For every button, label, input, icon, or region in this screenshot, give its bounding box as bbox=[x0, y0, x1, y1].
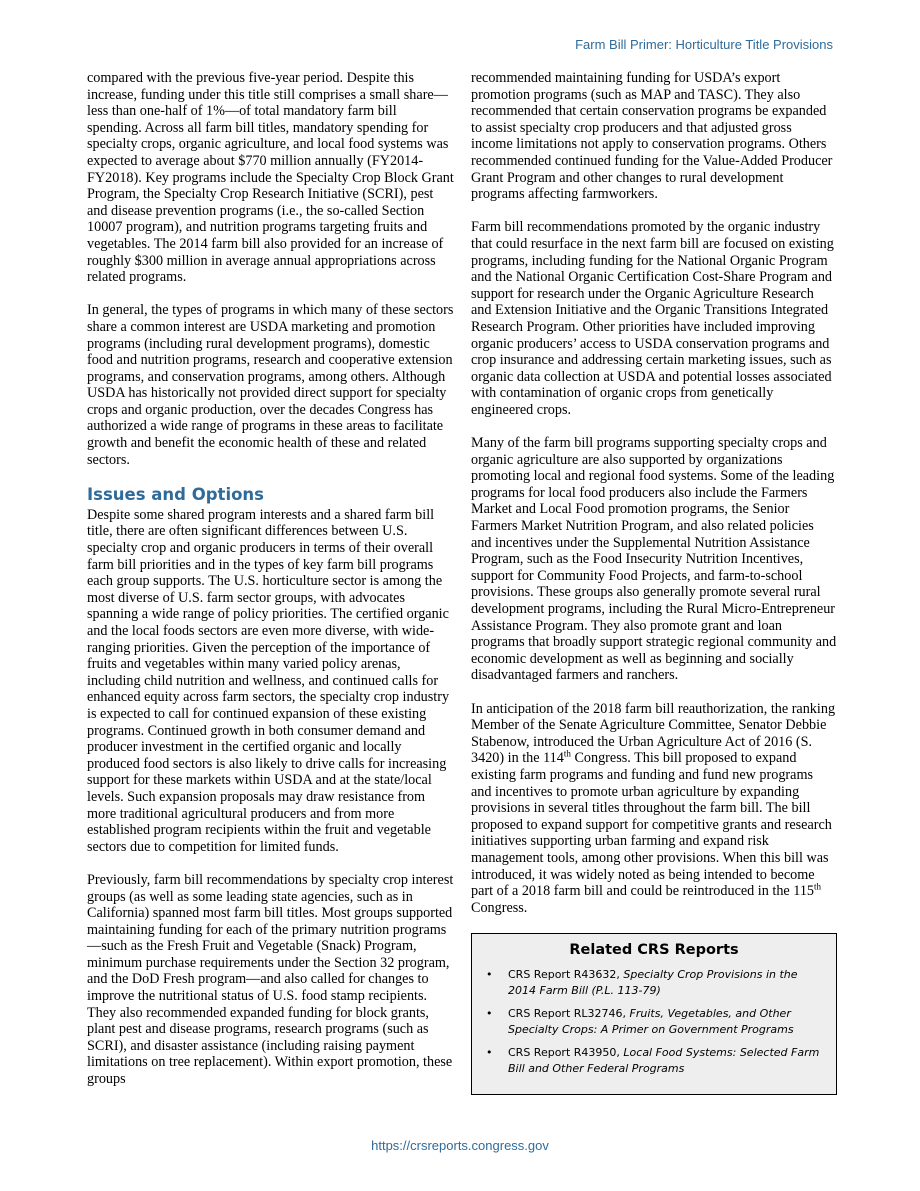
right-paragraph-1: recommended maintaining funding for USDA’s export promotion programs (such as MAP and TASC). They also recommended that certain conservation programs be expanded to assist specialty crop producers and that adjusted gross income limitations not apply to conservation programs. Others recommended continued funding for the Value-Added Producer Grant Program and other changes to rural development programs affecting farmworkers. bbox=[471, 70, 833, 203]
ordinal-superscript: th bbox=[563, 748, 571, 759]
report-title: Local Food Systems: Selected Farm Bill and Other Federal Programs bbox=[508, 1046, 820, 1076]
report-number: CRS Report R43632, bbox=[508, 968, 624, 982]
related-reports-list bbox=[484, 967, 824, 1077]
report-number: CRS Report RL32746, bbox=[508, 1007, 630, 1021]
running-header-title: Farm Bill Primer: Horticulture Title Provisions bbox=[575, 37, 833, 52]
left-paragraph-2: In general, the types of programs in which many of these sectors share a common interest are USDA marketing and promotion programs (including rural development programs), domestic food and nutrition programs, research and cooperative extension programs, and conservation programs, among others. Although USDA has historically not provided direct support for specialty crops and organic production, over the decades Congress has authorized a wide range of programs in these areas to facilitate growth and benefit the economic health of these and related sectors. bbox=[87, 302, 454, 468]
paragraph-4-text-c: Congress. bbox=[471, 899, 528, 916]
paragraph-4-text-b: Congress. This bill proposed to expand existing farm programs and funding and fund new programs and incentives to promote urban agriculture by expanding provisions in several titles throughout the farm bill. The bill proposed to expand support for competitive grants and research initiatives supporting urban farming and expand risk management tools, among other provisions. When this bill was introduced, it was widely noted as being intended to become part of a 2018 farm bill and could be reintroduced in the 115 bbox=[471, 750, 832, 900]
related-report-item bbox=[484, 967, 824, 999]
left-paragraph-1: compared with the previous five-year period. Despite this increase, funding under this title still comprises a small share—less than one-half of 1%—of total mandatory farm bill spending. Across all farm bill titles, mandatory spending for specialty crops, organic agriculture, and local food systems was expected to average about $770 million annually (FY2014-FY2018). Key programs include the Specialty Crop Block Grant Program, the Specialty Crop Research Initiative (SCRI), pest and disease prevention programs (i.e., the so-called Section 10007 program), and nutrition programs targeting fruits and vegetables. The 2014 farm bill also provided for an increase of roughly $300 million in average annual appropriations across related programs. bbox=[87, 70, 454, 286]
related-reports-title: Related CRS Reports bbox=[569, 941, 739, 958]
footer-url: https://crsreports.congress.gov bbox=[371, 1138, 549, 1153]
section-heading-issues-and-options: Issues and Options bbox=[87, 484, 265, 504]
bullet-icon: • bbox=[486, 1007, 493, 1021]
related-report-item bbox=[484, 1045, 824, 1077]
bullet-icon: • bbox=[486, 968, 493, 982]
related-report-item bbox=[484, 1006, 824, 1038]
ordinal-superscript: th bbox=[814, 881, 822, 892]
left-paragraph-4: Previously, farm bill recommendations by specialty crop interest groups (as well as some leading state agencies, such as in California) spanned most farm bill titles. Most groups supported maintaining funding for each of the primary nutrition programs—such as the Fresh Fruit and Vegetable (Snack) Program, minimum purchase requirements under the Section 32 program, and the DoD Fresh program—and also called for changes to improve the nutritional status of U.S. food stamp recipients. They also recommended expanded funding for block grants, plant pest and disease programs, research programs (such as SCRI), and disaster assistance (including raising payment limitations on tree replacement). Within export promotion, these groups bbox=[87, 871, 454, 1088]
paragraph-4-text-a: In anticipation of the 2018 farm bill reauthorization, the ranking Member of the Senate Agriculture Committee, Senator Debbie Stabenow, introduced the Urban Agriculture Act of 2016 (S. 3420) in the 114 bbox=[471, 700, 836, 767]
right-paragraph-3: Many of the farm bill programs supporting specialty crops and organic agriculture are also supported by organizations promoting local and regional food systems. Some of the leading programs for local food producers also include the Farmers Market and Local Food promotion programs, the Senior Farmers Market Nutrition Program, and also related policies and incentives under the Supplemental Nutrition Assistance Program, such as the Food Insecurity Nutrition Incentives, support for Community Food Projects, and farm-to-school provisions. These groups also generally promote several rural development programs, including the Rural Micro-Entrepreneur Assistance Program. They also promote grant and loan programs that broadly support strategic regional community and economic development as well as beginning and socially disadvantaged farmers and ranchers. bbox=[471, 435, 837, 684]
left-column bbox=[87, 70, 454, 1104]
report-number: CRS Report R43950, bbox=[508, 1046, 624, 1060]
related-crs-reports-box bbox=[471, 933, 837, 1096]
report-title: Specialty Crop Provisions in the 2014 Farm Bill (P.L. 113-79) bbox=[508, 968, 798, 998]
report-title: Fruits, Vegetables, and Other Specialty Crops: A Primer on Government Programs bbox=[508, 1007, 794, 1037]
bullet-icon: • bbox=[486, 1046, 493, 1060]
right-paragraph-4 bbox=[471, 701, 837, 917]
left-paragraph-3: Despite some shared program interests and a shared farm bill title, there are often significant differences between U.S. specialty crop and organic producers in terms of their overall farm bill priorities and in the types of key farm bill programs each group supports. The U.S. horticulture sector is among the most diverse of U.S. farm sector groups, with advocates spanning a wide range of policy priorities. The certified organic and the local foods sectors are even more diverse, with wide-ranging priorities. Given the perception of the importance of fruits and vegetables within many varied policy arenas, including child nutrition and wellness, and continued calls for enhanced equity across farm sectors, the specialty crop industry is expected to call for continued expansion of these existing programs. Continued growth in both consumer demand and producer investment in the certified organic and locally produced food sectors is also likely to drive calls for increasing support for these markets within USDA and at the state/local levels. Such expansion proposals may draw resistance from more traditional agricultural producers and from more established program recipients within the fruit and vegetable sectors due to competition for limited funds. bbox=[87, 506, 450, 855]
right-paragraph-2: Farm bill recommendations promoted by the organic industry that could resurface in the next farm bill are focused on existing programs, including funding for the National Organic Program and the National Organic Certification Cost-Share Program and support for research under the Organic Agriculture Research and Extension Initiative and the Organic Transitions Integrated Research Program. Other priorities have included improving organic producers’ access to USDA conservation programs and crop insurance and addressing certain marketing issues, such as organic data collection at USDA and potential losses associated with contamination of organic crops from genetically engineered crops. bbox=[471, 219, 834, 418]
right-column bbox=[471, 70, 837, 1095]
